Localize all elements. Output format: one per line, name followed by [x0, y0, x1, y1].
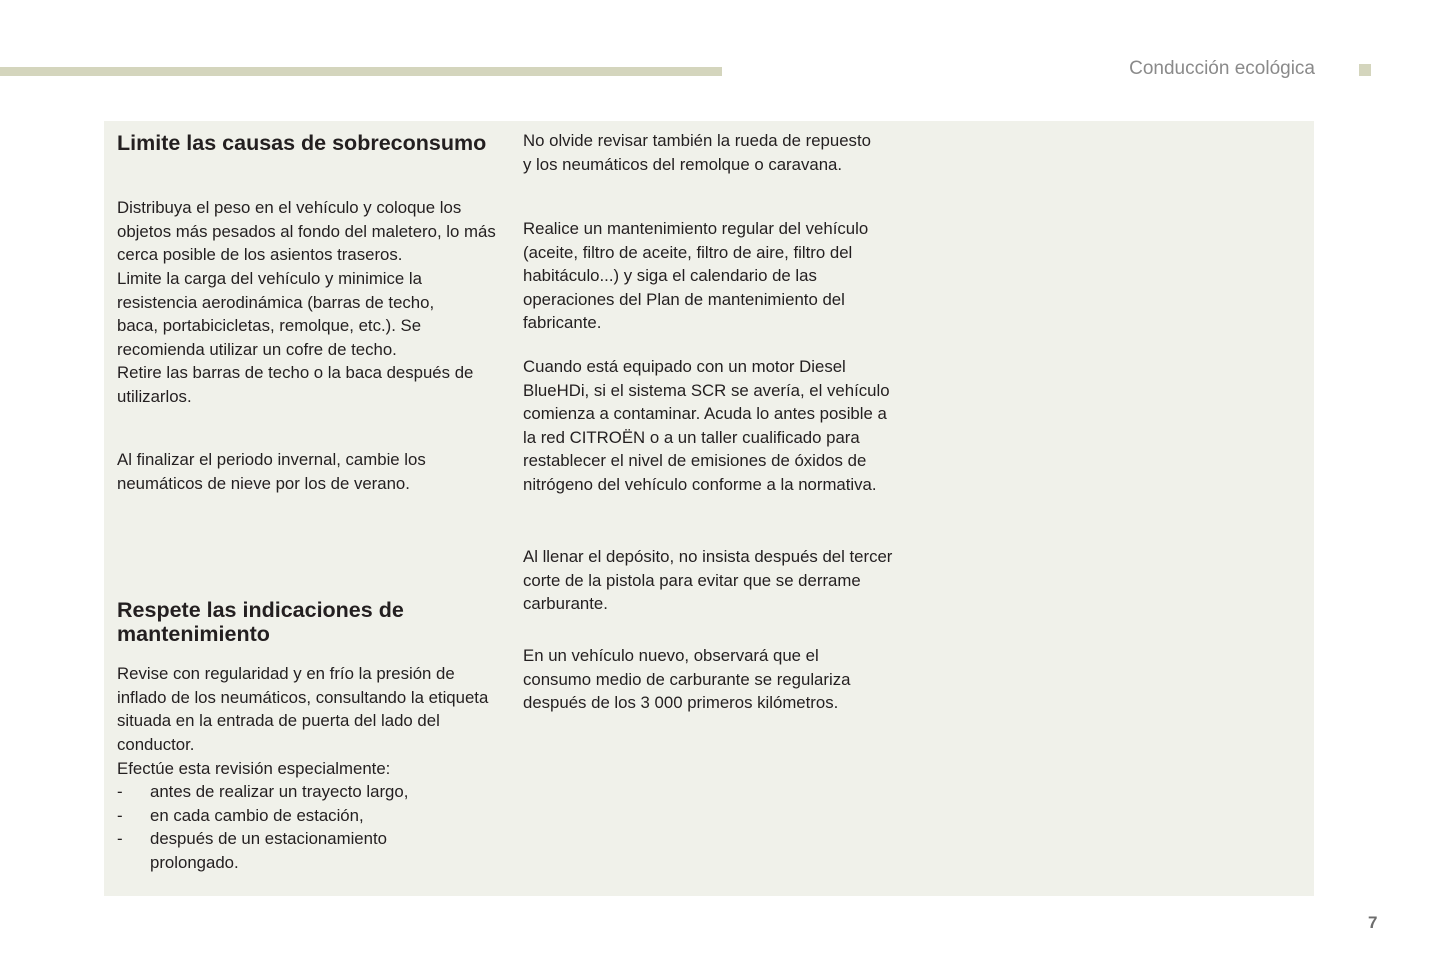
- paragraph-revision: Efectúe esta revisión especialmente:: [117, 759, 391, 778]
- page-number: 7: [1368, 913, 1378, 932]
- paragraph-deposito: Al llenar el depósito, no insista después del tercer corte de la pistola para evitar que se derrame carburante.: [523, 547, 893, 614]
- section-marker: [1359, 64, 1371, 76]
- heading-mantenimiento: Respete las indicaciones de mantenimiento: [117, 598, 404, 646]
- revision-list: [117, 780, 447, 874]
- paragraph-bluehdi: Cuando está equipado con un motor Diesel BlueHDi, si el sistema SCR se avería, el vehículo comienza a contaminar. Acuda lo antes posible a la red CITROËN o a un taller cualificado para restablecer el nivel de emisiones de óxidos de nitrógeno del vehículo conforme a la normativa.: [523, 357, 890, 494]
- dash-bullet: -: [117, 782, 123, 801]
- heading-sobreconsumo: Limite las causas de sobreconsumo: [117, 131, 487, 155]
- dash-bullet: -: [117, 805, 123, 825]
- paragraph-vehiculo-nuevo: En un vehículo nuevo, observará que el consumo medio de carburante se regulariza después de los 3 000 primeros kilómetros.: [523, 646, 851, 713]
- list-item-text: después de un estacionamiento prolongado.: [150, 829, 387, 872]
- list-item: [117, 827, 440, 874]
- paragraph-carga: Limite la carga del vehículo y minimice la resistencia aerodinámica (barras de techo, baca, portabicicletas, remolque, etc.). Se recomienda utilizar un cofre de techo.: [117, 269, 435, 359]
- paragraph-invierno: Al finalizar el periodo invernal, cambie los neumáticos de nieve por los de verano.: [117, 450, 426, 493]
- list-item: [117, 780, 447, 804]
- paragraph-barras: Retire las barras de techo o la baca después de utilizarlos.: [117, 363, 474, 406]
- dash-bullet: -: [117, 829, 123, 849]
- list-item-text: en cada cambio de estación,: [150, 805, 364, 825]
- list-item: [117, 804, 447, 828]
- section-title: Conducción ecológica: [1129, 58, 1315, 79]
- list-item-text: antes de realizar un trayecto largo,: [150, 782, 409, 801]
- paragraph-presion: Revise con regularidad y en frío la presión de inflado de los neumáticos, consultando la etiqueta situada en la entrada de puerta del lado del conductor.: [117, 664, 489, 754]
- paragraph-mantenimiento-regular: Realice un mantenimiento regular del vehículo (aceite, filtro de aceite, filtro de aire, filtro del habitáculo...) y siga el calendario de las operaciones del Plan de mantenimiento del fabricante.: [523, 219, 869, 333]
- paragraph-peso: Distribuya el peso en el vehículo y coloque los objetos más pesados al fondo del maletero, lo más cerca posible de los asientos traseros.: [117, 198, 496, 265]
- paragraph-rueda-repuesto: No olvide revisar también la rueda de repuesto y los neumáticos del remolque o caravana.: [523, 131, 871, 174]
- header-rule: [0, 67, 722, 76]
